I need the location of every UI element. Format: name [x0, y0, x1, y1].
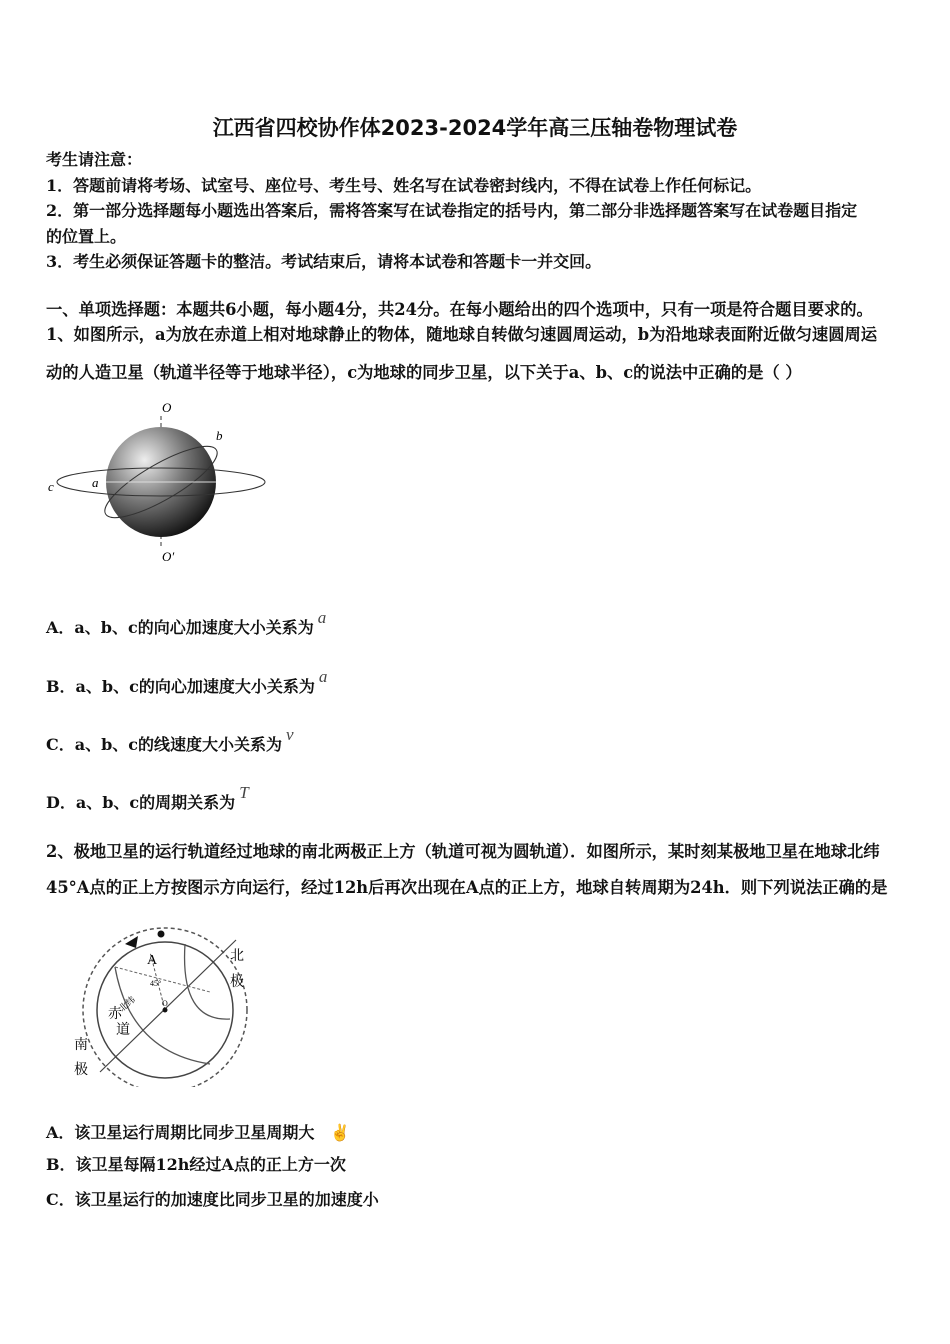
section-heading: 一、单项选择题：本题共6小题，每小题4分，共24分。在每小题给出的四个选项中，只有一项是符合题目要求的。: [46, 300, 873, 319]
label-O: O: [162, 999, 168, 1008]
q1-option-b[interactable]: [46, 667, 328, 697]
q2-polar-orbit-figure: [70, 922, 270, 1087]
label-equator2: 道: [116, 1023, 130, 1038]
q2-option-a[interactable]: [46, 1123, 350, 1143]
option-text: C．a、b、c的线速度大小关系为: [46, 735, 283, 754]
label-O-prime: O′: [162, 549, 175, 564]
q1-earth-figure: [46, 398, 276, 568]
label-south-pole: 极: [74, 1063, 88, 1078]
label-latitude: 北纬: [116, 994, 138, 1014]
label-equator: 赤: [108, 1007, 122, 1022]
notice-item: 3．考生必须保证答题卡的整洁。考试结束后，请将本试卷和答题卡一并交回。: [46, 252, 602, 271]
q2-stem-line: 2、极地卫星的运行轨道经过地球的南北两极正上方（轨道可视为圆轨道）．如图所示，某时刻某极地卫星在地球北纬: [46, 842, 880, 861]
option-formula: v: [286, 725, 294, 744]
q1-stem-line: 动的人造卫星（轨道半径等于地球半径），c为地球的同步卫星，以下关于a、b、c的说法中正确的是（ ）: [46, 363, 802, 382]
q2-option-b[interactable]: B．该卫星每隔12h经过A点的正上方一次: [46, 1155, 346, 1174]
label-c: c: [48, 479, 54, 494]
notice-item: 的位置上。: [46, 227, 127, 246]
q1-stem-line: 1、如图所示，a为放在赤道上相对地球静止的物体，随地球自转做匀速圆周运动，b为沿地球表面附近做匀速圆周运: [46, 325, 878, 344]
option-formula: a: [317, 608, 327, 627]
option-text: D．a、b、c的周期关系为: [46, 793, 236, 812]
notice-item: 1．答题前请将考场、试室号、座位号、考生号、姓名写在试卷密封线内，不得在试卷上作任何标记。: [46, 176, 762, 195]
label-A: A: [147, 953, 158, 968]
option-formula: T: [239, 783, 249, 802]
label-north: 北: [230, 949, 244, 964]
label-a: a: [92, 475, 99, 490]
page-title: 江西省四校协作体2023-2024学年高三压轴卷物理试卷: [212, 116, 738, 140]
notice-heading: 考生请注意：: [46, 150, 143, 169]
label-45deg: 45°: [150, 979, 162, 988]
label-pole: 极: [230, 975, 244, 990]
option-text: B．a、b、c的向心加速度大小关系为: [46, 677, 315, 696]
q1-option-d[interactable]: [46, 783, 249, 813]
label-b: b: [216, 428, 223, 443]
option-formula: a: [318, 667, 328, 686]
notice-item: 2．第一部分选择题每小题选出答案后，需将答案写在试卷指定的括号内，第二部分非选择题答案写在试卷题目指定: [46, 201, 858, 220]
q1-option-a[interactable]: [46, 608, 327, 638]
option-text: A．该卫星运行周期比同步卫星周期大: [46, 1123, 315, 1142]
label-south: 南: [74, 1038, 88, 1053]
q2-stem-line: 45°A点的正上方按图示方向运行，经过12h后再次出现在A点的正上方，地球自转周期为24h．则下列说法正确的是: [46, 878, 888, 897]
q1-option-c[interactable]: [46, 725, 294, 755]
mark-icon: ✌: [330, 1123, 351, 1142]
option-text: A．a、b、c的向心加速度大小关系为: [46, 618, 314, 637]
label-O: O: [162, 400, 172, 415]
q2-option-c[interactable]: C．该卫星运行的加速度比同步卫星的加速度小: [46, 1190, 379, 1209]
